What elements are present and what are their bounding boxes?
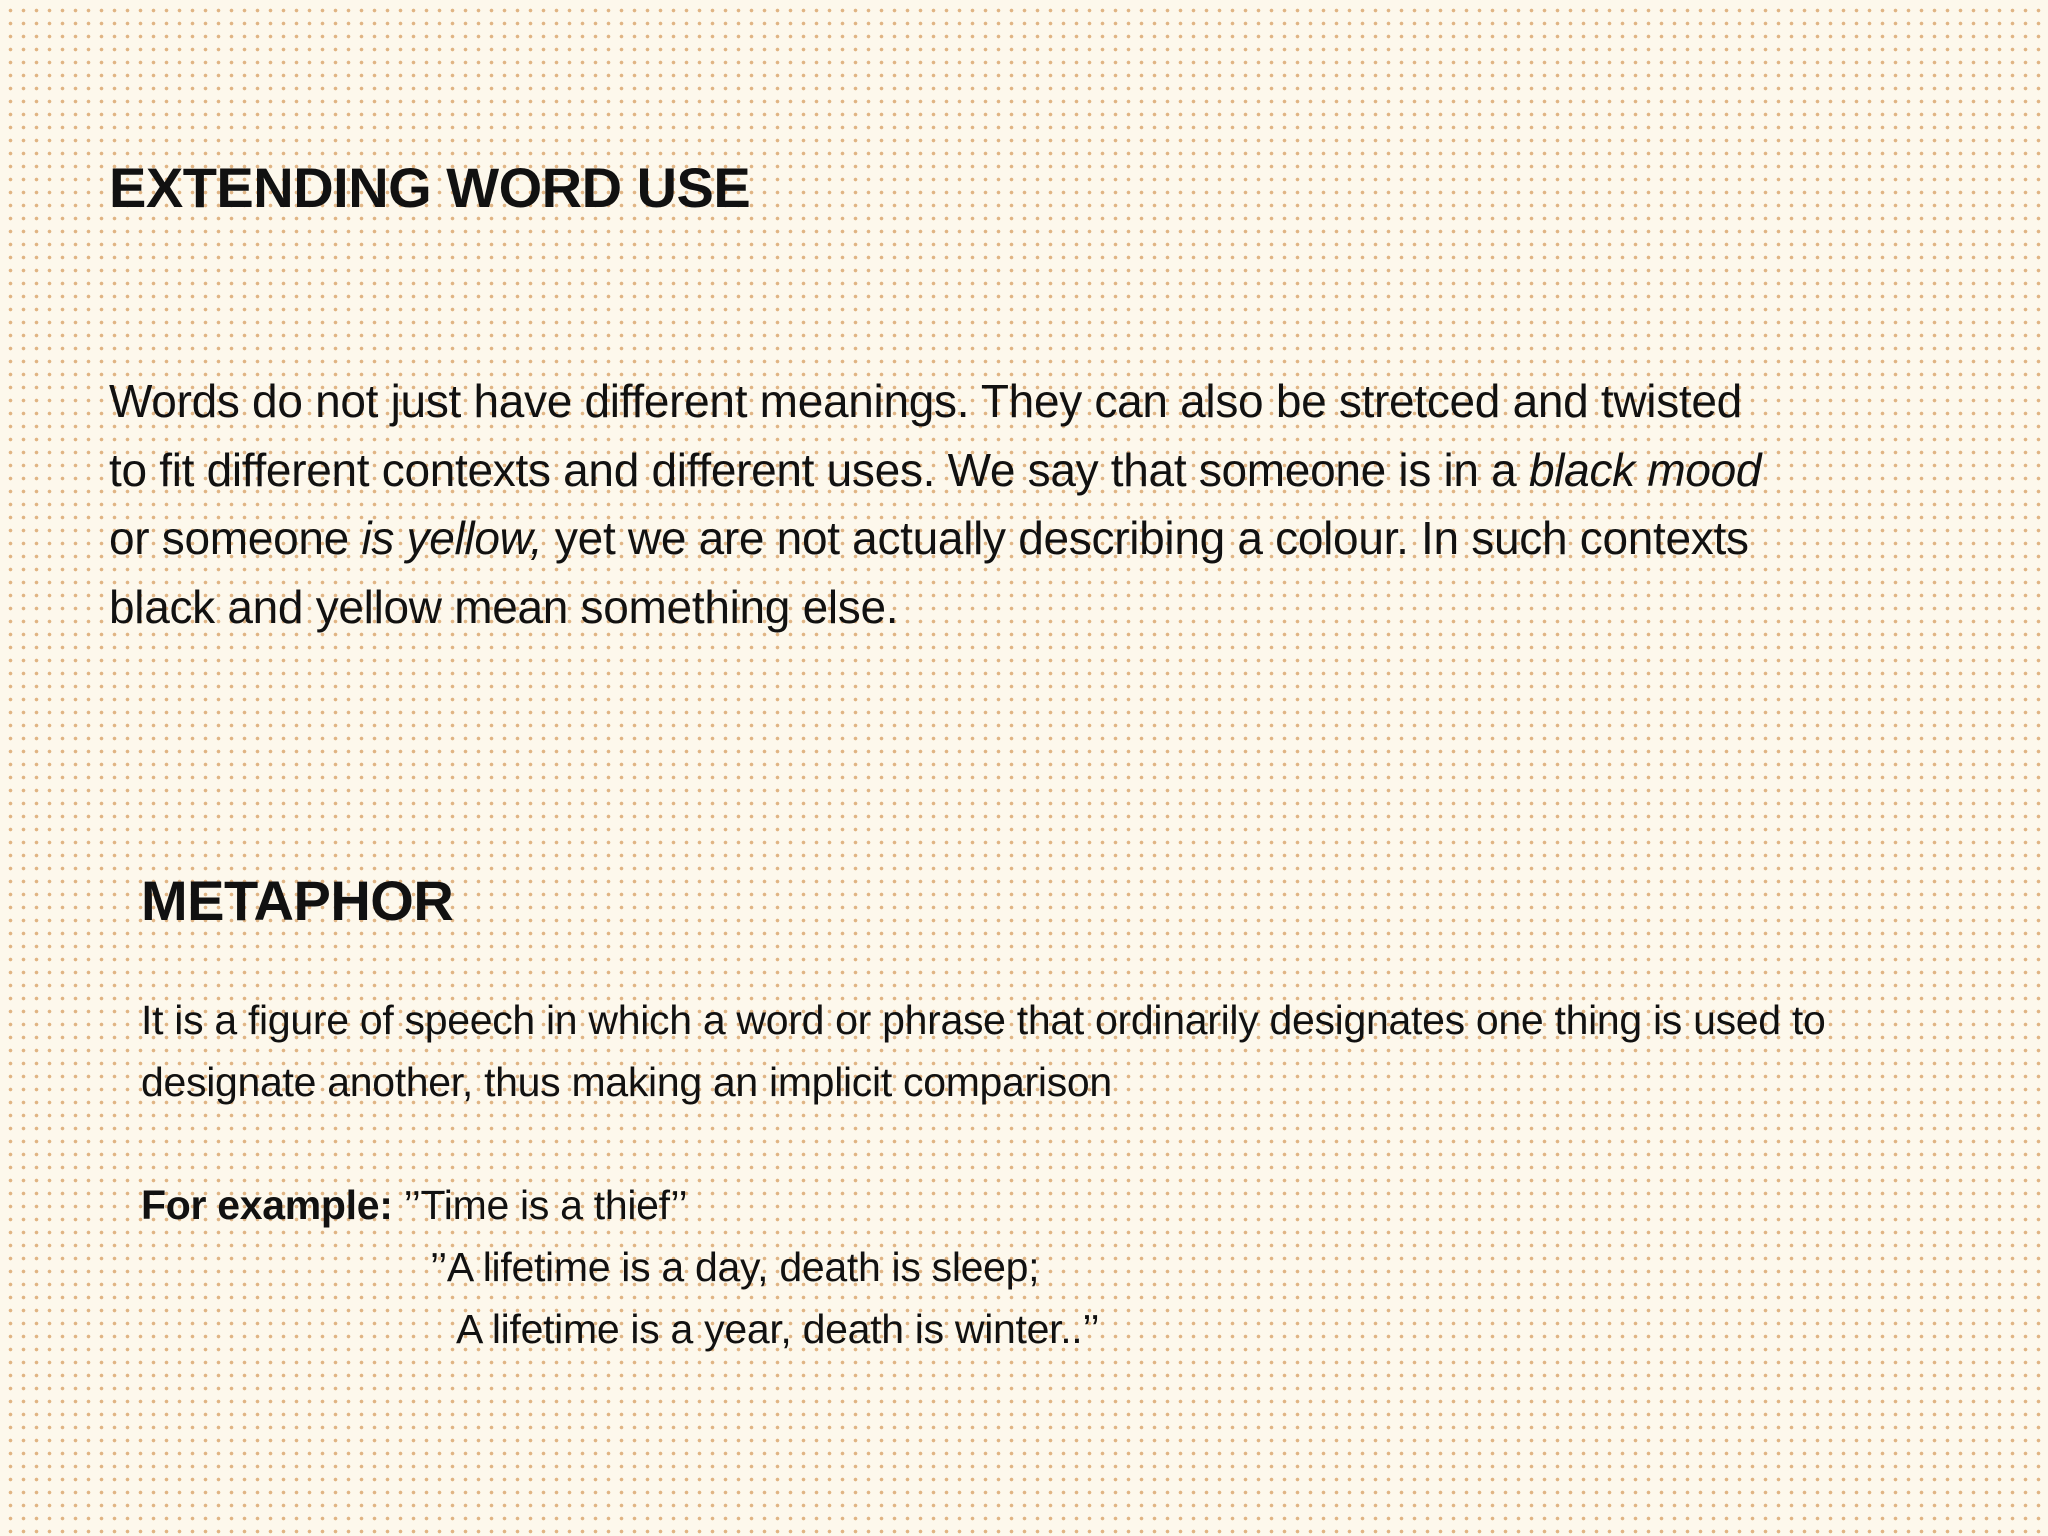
- paragraph-text-part-b: or someone: [109, 512, 362, 564]
- paragraph-text-part-c: yet we are not actually describing a colour. In such contexts black and yellow mean something else.: [109, 512, 1749, 633]
- section-title-metaphor: METAPHOR: [141, 869, 454, 932]
- example-quote-3: A lifetime is a year, death is winter..’’: [456, 1306, 1100, 1352]
- example-quote-2: ’’A lifetime is a day, death is sleep;: [430, 1244, 1040, 1290]
- paragraph-text-part-a: Words do not just have different meanings. They can also be stretced and twisted to fit different contexts and different uses. We say that someone is in a: [109, 375, 1742, 496]
- metaphor-definition: It is a figure of speech in which a word or phrase that ordinarily designates one thing is used to designate another, thus making an implicit comparison: [141, 997, 1826, 1105]
- extending-word-use-paragraph: [109, 367, 1789, 641]
- example-quote-1: ’’Time is a thief’’: [392, 1182, 688, 1228]
- italic-phrase-black-mood: black mood: [1528, 443, 1762, 496]
- section-title-extending-word-use: EXTENDING WORD USE: [109, 156, 751, 219]
- example-line-1: [141, 1174, 687, 1236]
- italic-phrase-is-yellow: is yellow,: [361, 512, 543, 564]
- example-label: For example:: [141, 1182, 393, 1228]
